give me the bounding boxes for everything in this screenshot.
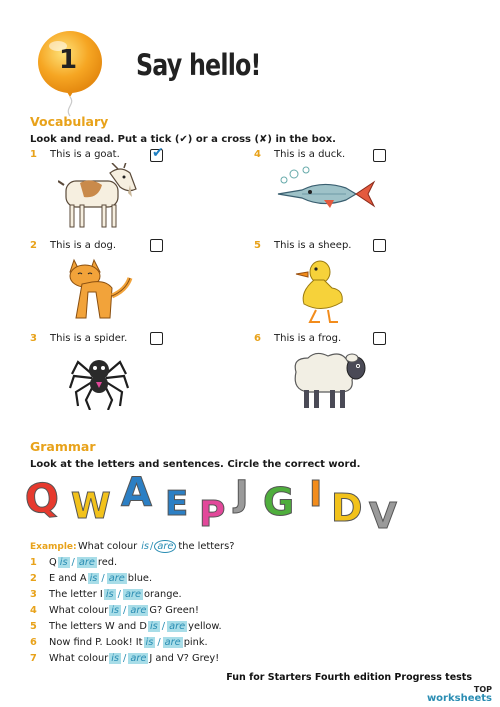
vocab-item-3 (30, 333, 127, 344)
option-are[interactable]: are (108, 573, 125, 584)
example-after: the letters? (178, 541, 235, 552)
letter-i: I (309, 474, 323, 515)
answer-box-6[interactable] (373, 332, 386, 345)
item-number: 6 (254, 333, 261, 344)
item-number: 7 (30, 653, 37, 664)
grammar-item-7 (30, 653, 219, 664)
brand-line-1: TOP (473, 685, 492, 694)
sentence-after: pink. (183, 637, 208, 648)
sentence-after: yellow. (188, 621, 222, 632)
letter-q: Q (22, 474, 62, 524)
letter-e: E (165, 484, 189, 524)
answer-box-1[interactable] (150, 145, 164, 162)
option-is[interactable]: is (111, 653, 120, 664)
example-option-are-circled: are (154, 540, 176, 553)
option-is[interactable]: is (105, 589, 114, 600)
sentence-before: What colour (49, 605, 109, 616)
item-text: This is a dog. (50, 240, 117, 251)
letter-v: V (369, 496, 397, 537)
option-are[interactable]: are (130, 605, 147, 616)
sentence-before: What colour (49, 653, 109, 664)
option-are[interactable]: are (78, 557, 95, 568)
colour-letters (22, 470, 425, 540)
vocabulary-instruction: Look and read. Put a tick (✔) or a cross (✘) in the box. (30, 134, 336, 145)
item-number: 2 (30, 240, 37, 251)
sentence-after: blue. (127, 573, 153, 584)
unit-balloon (36, 30, 106, 120)
footer-text: Fun for Starters Fourth edition Progress tests (226, 672, 472, 683)
vocab-item-4 (254, 149, 345, 160)
vocab-item-1 (30, 149, 120, 160)
item-text: This is a goat. (50, 149, 120, 160)
letter-w: W (71, 486, 111, 527)
option-are[interactable]: are (164, 637, 181, 648)
page-title: Say hello! (136, 48, 261, 82)
item-text: This is a sheep. (274, 240, 352, 251)
option-is[interactable]: is (149, 621, 158, 632)
grammar-item-2 (30, 573, 152, 584)
option-are[interactable]: are (124, 589, 142, 600)
tick-icon: ✔ (152, 145, 164, 161)
brand-logo (427, 686, 492, 704)
duck-icon (292, 258, 348, 324)
item-number: 6 (30, 637, 37, 648)
option-slash: / (117, 589, 121, 600)
vocabulary-heading: Vocabulary (30, 114, 109, 129)
sentence-before: Now find P. Look! It (49, 637, 143, 648)
option-are[interactable]: are (169, 621, 186, 632)
sentence-before: The letter I (49, 589, 103, 600)
sentence-after: orange. (144, 589, 182, 600)
answer-box-3[interactable] (150, 332, 163, 345)
grammar-item-4 (30, 605, 199, 616)
grammar-item-6 (30, 637, 208, 648)
spider-icon (68, 348, 130, 410)
item-text: This is a spider. (50, 333, 128, 344)
option-slash: / (157, 637, 161, 648)
sentence-after: G? Green! (149, 605, 199, 616)
option-is[interactable]: is (145, 637, 154, 648)
option-is[interactable]: is (111, 605, 120, 616)
brand-line-2: worksheets (426, 693, 492, 704)
example-label: Example: (30, 541, 77, 552)
sentence-after: J and V? Grey! (149, 653, 220, 664)
option-slash: / (123, 653, 127, 664)
grammar-item-3 (30, 589, 182, 600)
grammar-item-5 (30, 621, 222, 632)
item-number: 5 (254, 240, 261, 251)
vocab-item-5 (254, 240, 351, 251)
option-slash: / (71, 557, 75, 568)
grammar-heading: Grammar (30, 439, 96, 454)
answer-box-4[interactable] (373, 149, 386, 162)
option-is[interactable]: is (89, 573, 98, 584)
example-slash: / (150, 541, 154, 552)
sheep-icon (288, 348, 370, 410)
sentence-before: E and A (49, 573, 87, 584)
sentence-before: The letters W and D (49, 621, 147, 632)
option-slash: / (101, 573, 105, 584)
letter-p: P (199, 494, 226, 535)
answer-box-2[interactable] (150, 239, 163, 252)
item-text: This is a duck. (274, 149, 346, 160)
item-number: 3 (30, 589, 37, 600)
letter-a: A (121, 470, 152, 516)
item-number: 1 (30, 149, 37, 160)
item-number: 2 (30, 573, 37, 584)
option-slash: / (123, 605, 127, 616)
grammar-example (30, 540, 234, 553)
goat-icon (58, 163, 143, 229)
item-number: 4 (254, 149, 261, 160)
answer-box-5[interactable] (373, 239, 386, 252)
letter-d: D (331, 486, 363, 530)
option-slash: / (161, 621, 166, 632)
item-number: 4 (30, 605, 37, 616)
example-option-is: is (141, 541, 150, 552)
grammar-item-1 (30, 557, 117, 568)
item-text: This is a frog. (274, 333, 342, 344)
grammar-instruction: Look at the letters and sentences. Circle the correct word. (30, 459, 361, 470)
sentence-after: red. (97, 557, 118, 568)
sentence-before: Q (49, 557, 57, 568)
unit-number: 1 (59, 45, 78, 75)
letter-j: J (235, 474, 249, 515)
item-number: 1 (30, 557, 37, 568)
letter-g: G (263, 480, 295, 524)
balloon-icon (36, 30, 106, 120)
option-are[interactable]: are (130, 653, 147, 664)
option-is[interactable]: is (59, 557, 68, 568)
fish-icon (272, 166, 376, 216)
cat-icon (66, 256, 134, 322)
item-number: 3 (30, 333, 37, 344)
vocab-item-6 (254, 333, 341, 344)
example-before: What colour (78, 541, 138, 552)
vocab-item-2 (30, 240, 116, 251)
item-number: 5 (30, 621, 37, 632)
